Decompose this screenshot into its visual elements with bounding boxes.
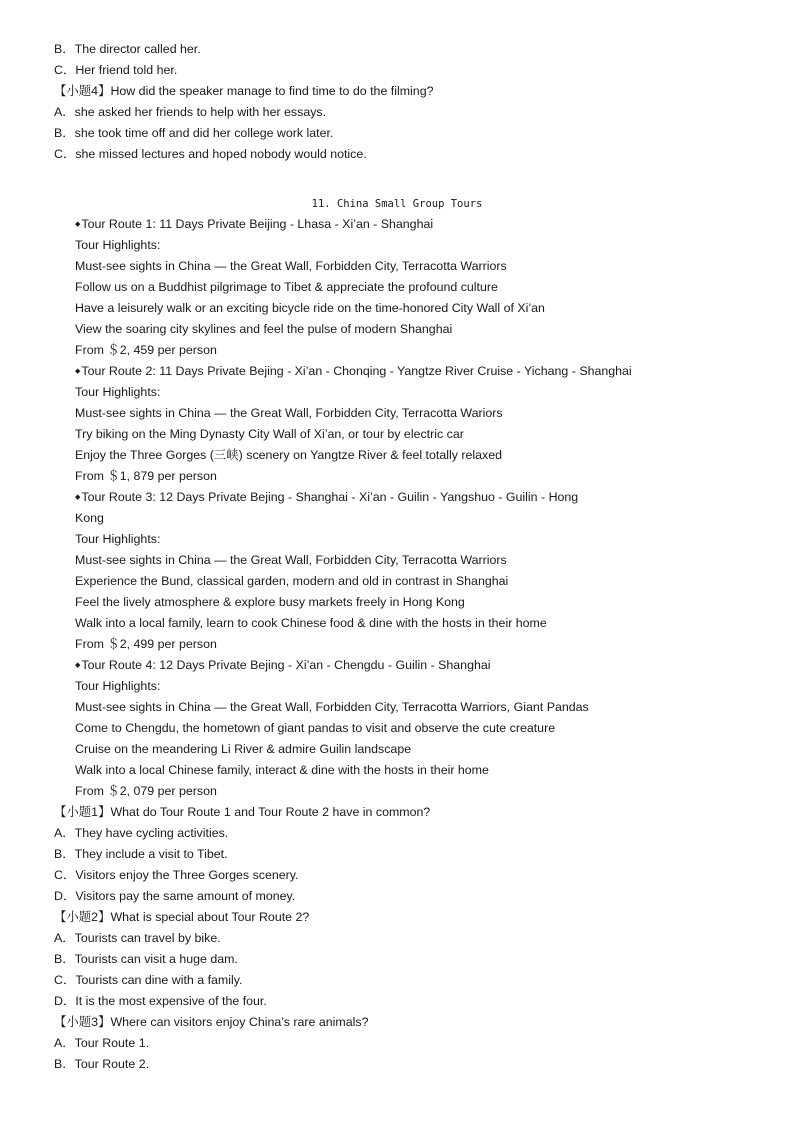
diamond-bullet-icon: ◆	[75, 368, 81, 375]
highlights-label: Tour Highlights:	[75, 385, 161, 399]
highlight-item: Cruise on the meandering Li River & admire Guilin landscape	[75, 742, 412, 756]
highlights-label: Tour Highlights:	[75, 238, 161, 252]
option-b: B．The director called her.	[54, 42, 201, 56]
route-price: From ＄2, 499 per person	[75, 637, 217, 651]
option-a: A．Tour Route 1.	[54, 1036, 150, 1050]
highlight-item: Come to Chengdu, the hometown of giant pandas to visit and observe the cute creature	[75, 721, 556, 735]
highlight-item: Must-see sights in China — the Great Wall, Forbidden City, Terracotta Warriors	[75, 553, 507, 567]
section-title: 11. China Small Group Tours	[311, 198, 483, 210]
option-a: A．They have cycling activities.	[54, 826, 229, 840]
route-4-title	[75, 657, 491, 673]
highlights-label: Tour Highlights:	[75, 679, 161, 693]
route-title-continuation: Kong	[75, 511, 104, 525]
route-price: From ＄2, 079 per person	[75, 784, 217, 798]
highlight-item: Have a leisurely walk or an exciting bicycle ride on the time-honored City Wall of Xi’an	[75, 301, 545, 315]
option-b: B．Tourists can visit a huge dam.	[54, 952, 238, 966]
highlight-item: Follow us on a Buddhist pilgrimage to Tibet & appreciate the profound culture	[75, 280, 498, 294]
highlight-item: Must-see sights in China — the Great Wall, Forbidden City, Terracotta Wariors	[75, 406, 503, 420]
option-b: B．Tour Route 2.	[54, 1057, 150, 1071]
route-3-title	[75, 489, 578, 505]
route-title-text: Tour Route 2: 11 Days Private Bejing - Xi’an - Chonqing - Yangtze River Cruise - Yichang - Shanghai	[81, 364, 632, 378]
highlight-item: Must-see sights in China — the Great Wall, Forbidden City, Terracotta Warriors	[75, 259, 507, 273]
option-d: D．It is the most expensive of the four.	[54, 994, 267, 1008]
highlight-item: Try biking on the Ming Dynasty City Wall of Xi’an, or tour by electric car	[75, 427, 464, 441]
route-title-text: Tour Route 3: 12 Days Private Bejing - Shanghai - Xi’an - Guilin - Yangshuo - Guilin - Hong	[81, 490, 579, 504]
highlight-item: View the soaring city skylines and feel the pulse of modern Shanghai	[75, 322, 453, 336]
route-2-title	[75, 363, 632, 379]
highlight-item: Enjoy the Three Gorges (三峡) scenery on Yangtze River & feel totally relaxed	[75, 448, 502, 462]
option-a: A．she asked her friends to help with her essays.	[54, 105, 327, 119]
option-b: B．They include a visit to Tibet.	[54, 847, 228, 861]
option-c: C．Visitors enjoy the Three Gorges scenery.	[54, 868, 299, 882]
diamond-bullet-icon: ◆	[75, 494, 81, 501]
option-c: C．Her friend told her.	[54, 63, 178, 77]
question-2-prompt: 【小题2】What is special about Tour Route 2?	[54, 910, 310, 924]
highlight-item: Walk into a local Chinese family, interact & dine with the hosts in their home	[75, 763, 489, 777]
route-title-text: Tour Route 1: 11 Days Private Beijing - Lhasa - Xi’an - Shanghai	[81, 217, 434, 231]
option-a: A．Tourists can travel by bike.	[54, 931, 221, 945]
route-1-title	[75, 216, 433, 232]
option-b: B．she took time off and did her college work later.	[54, 126, 334, 140]
route-title-text: Tour Route 4: 12 Days Private Bejing - Xi’an - Chengdu - Guilin - Shanghai	[81, 658, 491, 672]
question-3-prompt: 【小题3】Where can visitors enjoy China’s rare animals?	[54, 1015, 369, 1029]
question-1-prompt: 【小题1】What do Tour Route 1 and Tour Route 2 have in common?	[54, 805, 431, 819]
highlight-item: Experience the Bund, classical garden, modern and old in contrast in Shanghai	[75, 574, 509, 588]
highlight-item: Feel the lively atmosphere & explore busy markets freely in Hong Kong	[75, 595, 465, 609]
highlight-item: Walk into a local family, learn to cook Chinese food & dine with the hosts in their home	[75, 616, 547, 630]
route-price: From ＄1, 879 per person	[75, 469, 217, 483]
route-price: From ＄2, 459 per person	[75, 343, 217, 357]
option-c: C．she missed lectures and hoped nobody would notice.	[54, 147, 367, 161]
option-c: C．Tourists can dine with a family.	[54, 973, 243, 987]
highlight-item: Must-see sights in China — the Great Wall, Forbidden City, Terracotta Warriors, Giant Pandas	[75, 700, 589, 714]
diamond-bullet-icon: ◆	[75, 221, 81, 228]
question-4-prompt: 【小题4】How did the speaker manage to find time to do the filming?	[54, 84, 434, 98]
highlights-label: Tour Highlights:	[75, 532, 161, 546]
option-d: D．Visitors pay the same amount of money.	[54, 889, 296, 903]
diamond-bullet-icon: ◆	[75, 662, 81, 669]
